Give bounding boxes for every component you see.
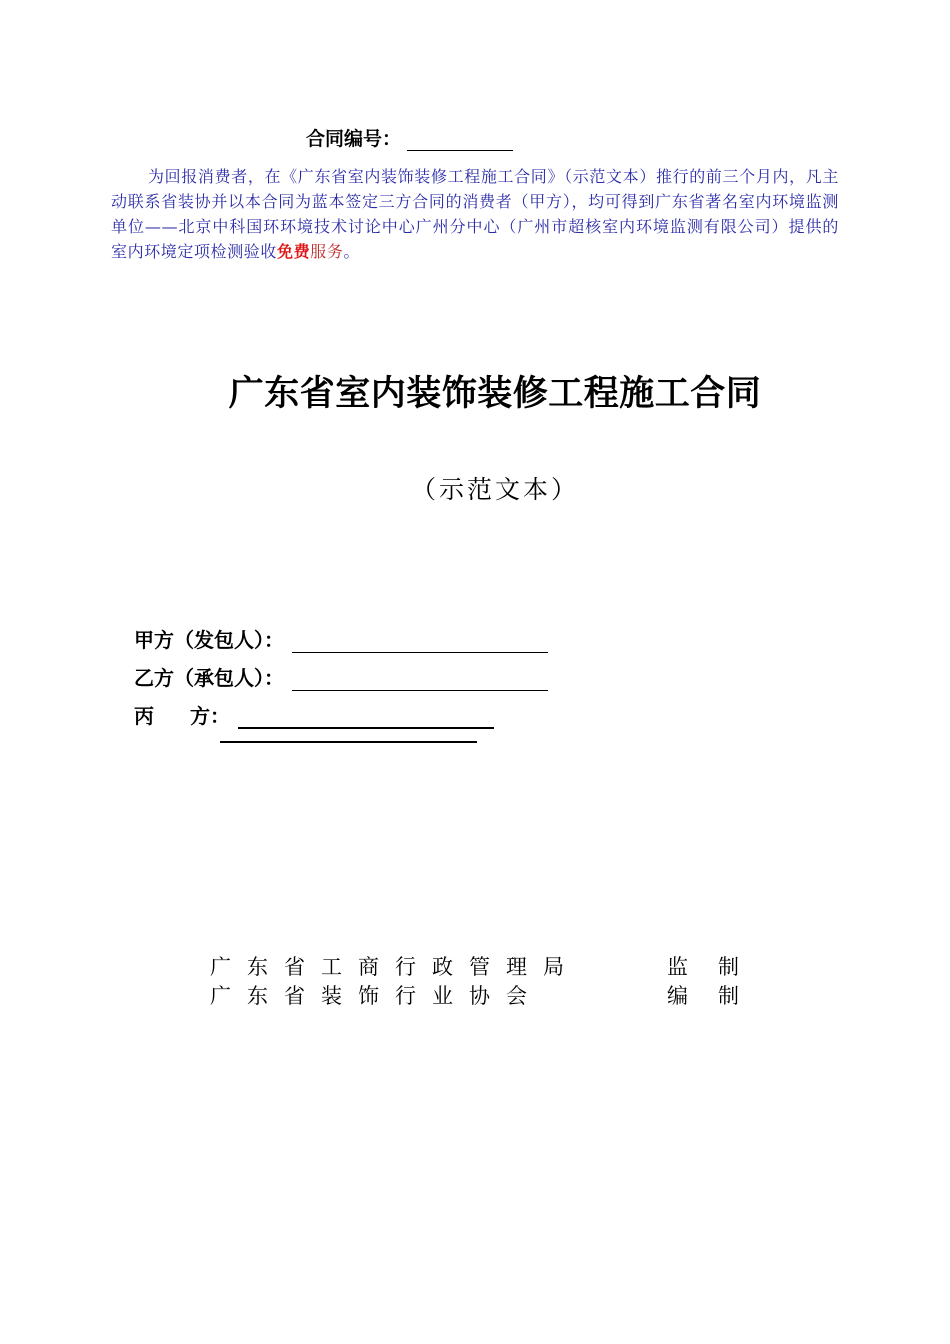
document-title: 广东省室内装饰装修工程施工合同	[228, 374, 762, 414]
contract-number	[306, 124, 513, 151]
party-b-label: 乙方（承包人）：	[134, 666, 284, 690]
document-subtitle: （示范文本）	[410, 475, 579, 504]
contract-number-label: 合同编号：	[306, 128, 402, 150]
org-supervisor	[210, 951, 769, 981]
contract-number-blank[interactable]	[407, 130, 513, 151]
party-c-blank[interactable]	[238, 705, 494, 729]
org-name: 广东省工商行政管理局	[210, 955, 580, 979]
party-a-blank[interactable]	[292, 630, 548, 653]
party-c-label-1: 丙	[134, 704, 154, 728]
org-editor	[210, 980, 769, 1010]
party-c-blank-2[interactable]	[220, 741, 477, 743]
party-b	[134, 662, 548, 691]
party-a	[134, 624, 548, 653]
org-name: 广东省装饰行业协会	[210, 984, 543, 1008]
party-b-blank[interactable]	[292, 668, 548, 691]
notice-free: 免费	[277, 242, 311, 261]
party-c	[134, 700, 494, 729]
notice-service: 服务	[310, 242, 344, 261]
notice-text: 为回报消费者，在《广东省室内装饰装修工程施工合同》（示范文本）推行的前三个月内，凡主动联系省装协并以本合同为蓝本签定三方合同的消费者（甲方），均可得到广东省著名室内环境监测单位——北京中科国环环境技术讨论中心广州分中心（广州市超核室内环境监测有限公司）提供的室内环境定项检测验收	[111, 167, 839, 261]
party-c-label-2: 方：	[190, 704, 230, 728]
org-role: 监制	[667, 955, 769, 979]
promo-notice	[111, 164, 839, 264]
notice-end: 。	[343, 242, 361, 261]
party-a-label: 甲方（发包人）：	[134, 628, 284, 652]
org-role: 编制	[667, 984, 769, 1008]
